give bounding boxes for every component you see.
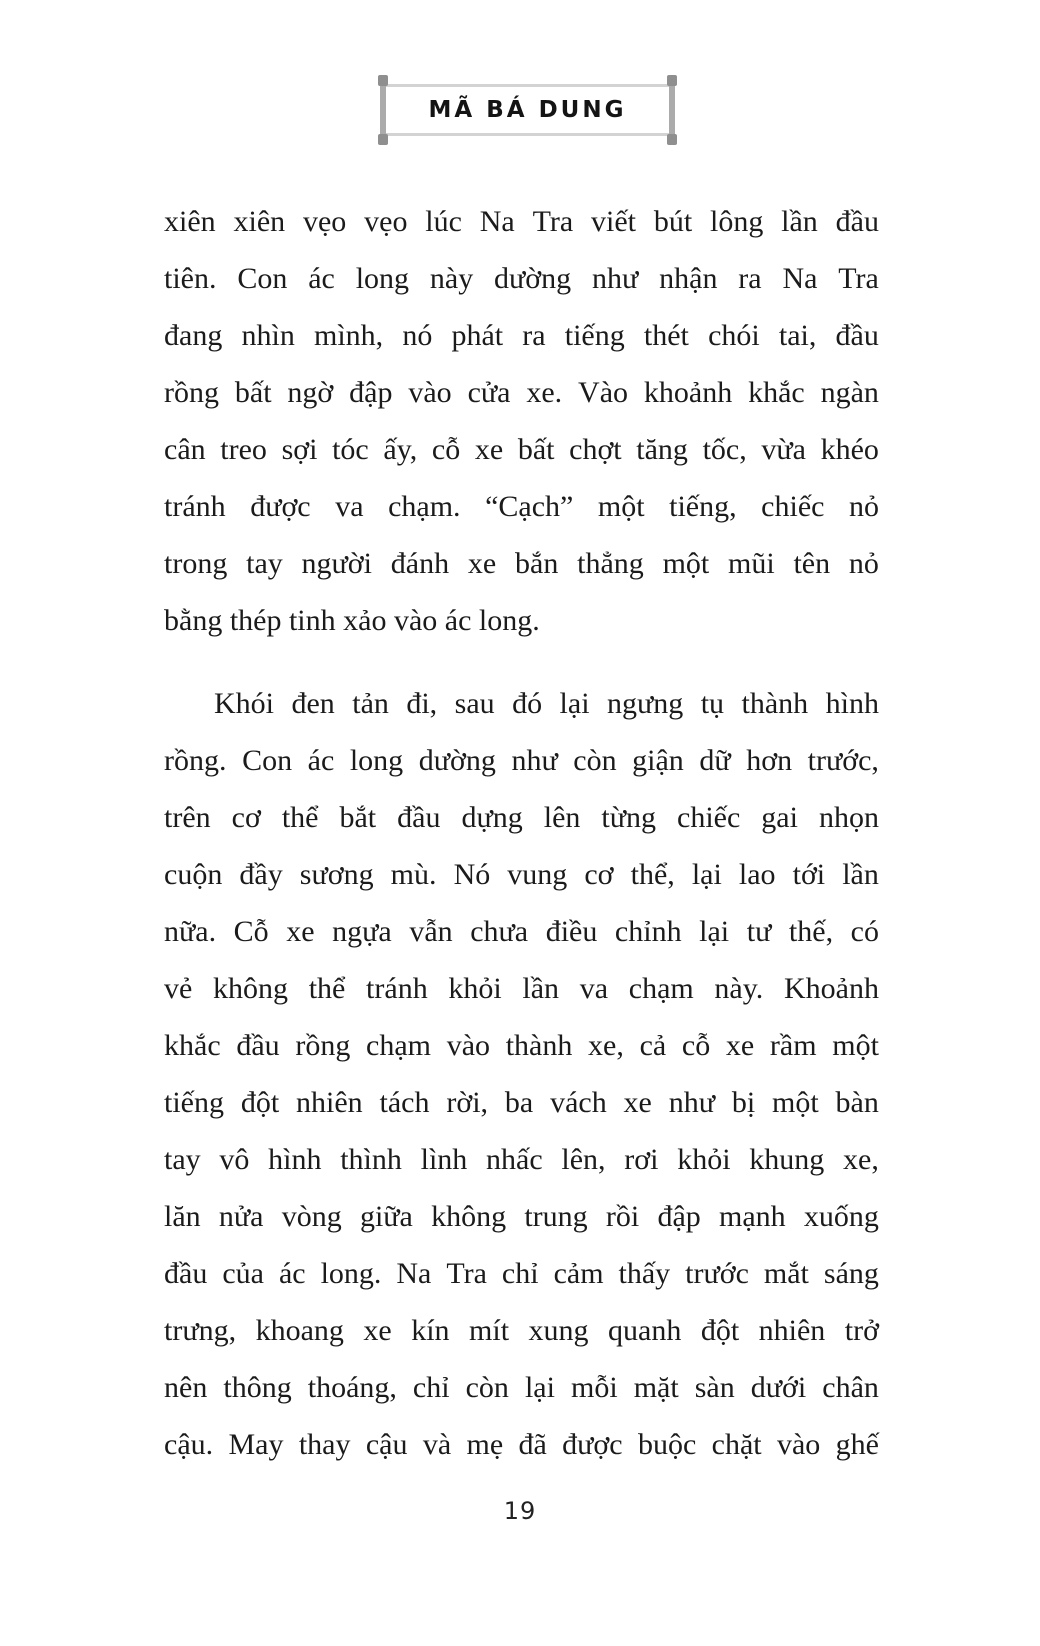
text-line: tiếng đột nhiên tách rời, ba vách xe như bị một bàn (164, 1086, 879, 1119)
text-line: trên cơ thể bắt đầu dựng lên từng chiếc gai nhọn (164, 801, 879, 834)
text-line: tránh được va chạm. “Cạch” một tiếng, chiếc nỏ (164, 490, 879, 523)
plaque-right-rod (669, 79, 675, 141)
author-name: MÃ BÁ DUNG (428, 96, 627, 123)
plaque-knob-bottom-right (667, 134, 677, 145)
page-number: 19 (503, 1497, 537, 1525)
text-line: rồng bất ngờ đập vào cửa xe. Vào khoảnh khắc ngàn (164, 376, 879, 409)
text-line: tiên. Con ác long này dường như nhận ra Na Tra (164, 262, 879, 295)
text-line: Khói đen tản đi, sau đó lại ngưng tụ thành hình (214, 687, 879, 720)
plaque-left-rod (380, 79, 386, 141)
plaque-knob-top-right (667, 75, 677, 86)
text-line: cuộn đầy sương mù. Nó vung cơ thể, lại lao tới lần (164, 858, 879, 891)
text-block (164, 193, 879, 1473)
text-line: bằng thép tinh xảo vào ác long. (164, 604, 540, 637)
text-line: xiên xiên vẹo vẹo lúc Na Tra viết bút lông lần đầu (164, 205, 879, 238)
plaque-bottom-rule (385, 133, 670, 136)
text-line: cân treo sợi tóc ấy, cỗ xe bất chợt tăng tốc, vừa khéo (164, 433, 879, 466)
text-line: nữa. Cỗ xe ngựa vẫn chưa điều chỉnh lại tư thế, có (164, 915, 879, 948)
text-line: cậu. May thay cậu và mẹ đã được buộc chặt vào ghế (164, 1428, 879, 1461)
author-plaque (379, 75, 676, 145)
text-line: vẻ không thể tránh khỏi lần va chạm này. Khoảnh (164, 972, 879, 1005)
text-line: nên thông thoáng, chỉ còn lại mỗi mặt sàn dưới chân (164, 1371, 879, 1404)
text-line: đang nhìn mình, nó phát ra tiếng thét chói tai, đầu (164, 319, 879, 352)
text-line: trong tay người đánh xe bắn thẳng một mũi tên nỏ (164, 547, 879, 580)
text-line: lăn nửa vòng giữa không trung rồi đập mạnh xuống (164, 1200, 879, 1233)
text-line: đầu của ác long. Na Tra chỉ cảm thấy trước mắt sáng (164, 1257, 879, 1290)
plaque-knob-bottom-left (378, 134, 388, 145)
text-line: trưng, khoang xe kín mít xung quanh đột nhiên trở (164, 1314, 879, 1347)
text-line: tay vô hình thình lình nhấc lên, rơi khỏi khung xe, (164, 1143, 879, 1176)
paragraph (164, 193, 879, 649)
plaque-knob-top-left (378, 75, 388, 86)
text-line: khắc đầu rồng chạm vào thành xe, cả cỗ xe rầm một (164, 1029, 879, 1062)
text-line: rồng. Con ác long dường như còn giận dữ hơn trước, (164, 744, 879, 777)
paragraph (164, 675, 879, 1473)
